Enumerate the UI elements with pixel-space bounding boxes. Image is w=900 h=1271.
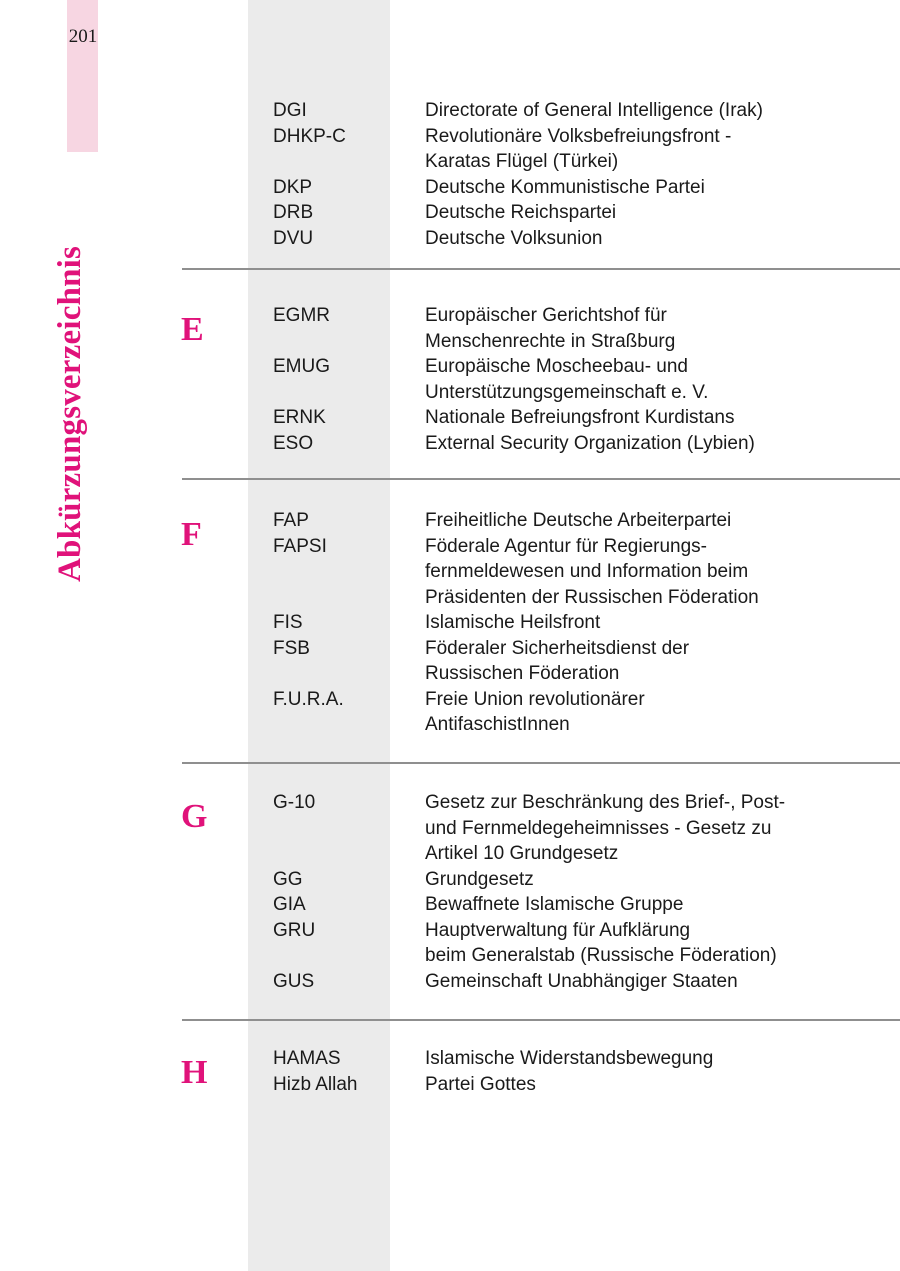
glossary-entry bbox=[273, 124, 873, 175]
definition-line: Menschenrechte in Straßburg bbox=[425, 330, 676, 352]
entry-list bbox=[273, 98, 873, 251]
glossary-entry bbox=[273, 200, 873, 226]
glossary-entry bbox=[273, 354, 873, 405]
definition-line: Präsidenten der Russischen Föderation bbox=[425, 586, 759, 608]
glossary-entry bbox=[273, 969, 873, 995]
entry-definition bbox=[425, 508, 873, 534]
definition-line: Grundgesetz bbox=[425, 868, 534, 890]
entry-abbreviation: HAMAS bbox=[273, 1048, 341, 1069]
entry-abbreviation: EGMR bbox=[273, 305, 330, 326]
definition-line: Deutsche Reichspartei bbox=[425, 202, 617, 223]
definition-line: und Fernmeldegeheimnisses - Gesetz zu bbox=[425, 817, 772, 839]
section-letter: F bbox=[181, 516, 202, 553]
entry-definition bbox=[425, 303, 873, 354]
definition-line: Artikel 10 Grundgesetz bbox=[425, 843, 619, 864]
entry-definition bbox=[425, 1046, 873, 1072]
glossary-entry bbox=[273, 610, 873, 636]
entry-definition bbox=[425, 124, 873, 175]
entry-definition bbox=[425, 610, 873, 636]
page-number: 201 bbox=[68, 26, 98, 47]
entry-list bbox=[273, 1046, 873, 1097]
entry-abbreviation: EMUG bbox=[273, 356, 330, 377]
glossary-entry bbox=[273, 98, 873, 124]
entry-definition bbox=[425, 892, 873, 918]
definition-line: Hauptverwaltung für Aufklärung bbox=[425, 919, 691, 941]
glossary-entry bbox=[273, 303, 873, 354]
entry-definition bbox=[425, 969, 873, 995]
definition-line: Bewaffnete Islamische Gruppe bbox=[425, 894, 684, 915]
glossary-entry bbox=[273, 892, 873, 918]
glossary-entry bbox=[273, 405, 873, 431]
entry-list bbox=[273, 790, 873, 994]
definition-line: Islamische Heilsfront bbox=[425, 612, 601, 633]
entry-list bbox=[273, 508, 873, 738]
glossary-entry bbox=[273, 534, 873, 611]
definition-line: Directorate of General Intelligence (Irak) bbox=[425, 100, 763, 121]
section-letter: H bbox=[181, 1054, 208, 1091]
entry-abbreviation: FAP bbox=[273, 510, 309, 531]
definition-line: Partei Gottes bbox=[425, 1073, 536, 1095]
definition-line: Nationale Befreiungsfront Kurdistans bbox=[425, 407, 735, 428]
section-title-vertical: Abkürzungsverzeichnis bbox=[52, 245, 88, 582]
entry-definition bbox=[425, 405, 873, 431]
glossary-entry bbox=[273, 636, 873, 687]
entry-definition bbox=[425, 1072, 873, 1098]
definition-line: Europäischer Gerichtshof für bbox=[425, 305, 667, 326]
entry-abbreviation: GIA bbox=[273, 894, 306, 915]
section-letter: E bbox=[181, 311, 204, 348]
entry-abbreviation: FSB bbox=[273, 637, 310, 659]
glossary-entry bbox=[273, 1072, 873, 1098]
definition-line: Russischen Föderation bbox=[425, 663, 620, 684]
entry-list bbox=[273, 303, 873, 456]
entry-abbreviation: ERNK bbox=[273, 407, 326, 428]
entry-abbreviation: Hizb Allah bbox=[273, 1073, 358, 1095]
entry-definition bbox=[425, 200, 873, 226]
glossary-entry bbox=[273, 867, 873, 893]
entry-definition bbox=[425, 354, 873, 405]
glossary-entry bbox=[273, 226, 873, 252]
definition-line: Revolutionäre Volksbefreiungsfront - bbox=[425, 125, 732, 147]
section-divider bbox=[182, 268, 900, 270]
definition-line: Gemeinschaft Unabhängiger Staaten bbox=[425, 970, 738, 992]
entry-abbreviation: G-10 bbox=[273, 792, 316, 813]
entry-abbreviation: GUS bbox=[273, 970, 315, 992]
definition-line: Europäische Moscheebau- und bbox=[425, 356, 689, 377]
entry-abbreviation: DGI bbox=[273, 100, 307, 121]
entry-abbreviation: DHKP-C bbox=[273, 125, 346, 147]
entry-abbreviation: DKP bbox=[273, 176, 313, 198]
definition-line: Föderale Agentur für Regierungs- bbox=[425, 535, 707, 557]
section-divider bbox=[182, 478, 900, 480]
glossary-entry bbox=[273, 687, 873, 738]
definition-line: beim Generalstab (Russische Föderation) bbox=[425, 945, 777, 966]
entry-definition bbox=[425, 98, 873, 124]
glossary-entry bbox=[273, 508, 873, 534]
section-divider bbox=[182, 762, 900, 764]
section-letter: G bbox=[181, 798, 208, 835]
definition-line: Karatas Flügel (Türkei) bbox=[425, 151, 619, 172]
entry-definition bbox=[425, 534, 873, 611]
entry-abbreviation: GG bbox=[273, 868, 303, 890]
glossary-entry bbox=[273, 175, 873, 201]
entry-abbreviation: ESO bbox=[273, 432, 314, 454]
definition-line: Freiheitliche Deutsche Arbeiterpartei bbox=[425, 510, 732, 531]
definition-line: AntifaschistInnen bbox=[425, 714, 570, 735]
definition-line: Deutsche Kommunistische Partei bbox=[425, 176, 705, 198]
definition-line: External Security Organization (Lybien) bbox=[425, 432, 755, 454]
entry-definition bbox=[425, 636, 873, 687]
definition-line: Freie Union revolutionärer bbox=[425, 688, 645, 710]
glossary-entry bbox=[273, 918, 873, 969]
entry-definition bbox=[425, 918, 873, 969]
page-tab bbox=[67, 0, 98, 152]
definition-line: Föderaler Sicherheitsdienst der bbox=[425, 637, 690, 659]
entry-definition bbox=[425, 867, 873, 893]
entry-abbreviation: F.U.R.A. bbox=[273, 688, 344, 710]
glossary-entry bbox=[273, 790, 873, 867]
entry-definition bbox=[425, 175, 873, 201]
entry-abbreviation: GRU bbox=[273, 919, 316, 941]
glossary-entry bbox=[273, 431, 873, 457]
entry-abbreviation: FIS bbox=[273, 612, 303, 633]
definition-line: Deutsche Volksunion bbox=[425, 227, 603, 249]
definition-line: Unterstützungsgemeinschaft e. V. bbox=[425, 381, 709, 403]
entry-abbreviation: FAPSI bbox=[273, 535, 327, 557]
entry-definition bbox=[425, 687, 873, 738]
definition-line: Islamische Widerstandsbewegung bbox=[425, 1048, 714, 1069]
entry-definition bbox=[425, 226, 873, 252]
definition-line: fernmeldewesen und Information beim bbox=[425, 561, 749, 582]
entry-abbreviation: DRB bbox=[273, 202, 314, 223]
definition-line: Gesetz zur Beschränkung des Brief-, Post- bbox=[425, 792, 786, 813]
entry-abbreviation: DVU bbox=[273, 227, 314, 249]
section-divider bbox=[182, 1019, 900, 1021]
glossary-entry bbox=[273, 1046, 873, 1072]
entry-definition bbox=[425, 431, 873, 457]
entry-definition bbox=[425, 790, 873, 867]
